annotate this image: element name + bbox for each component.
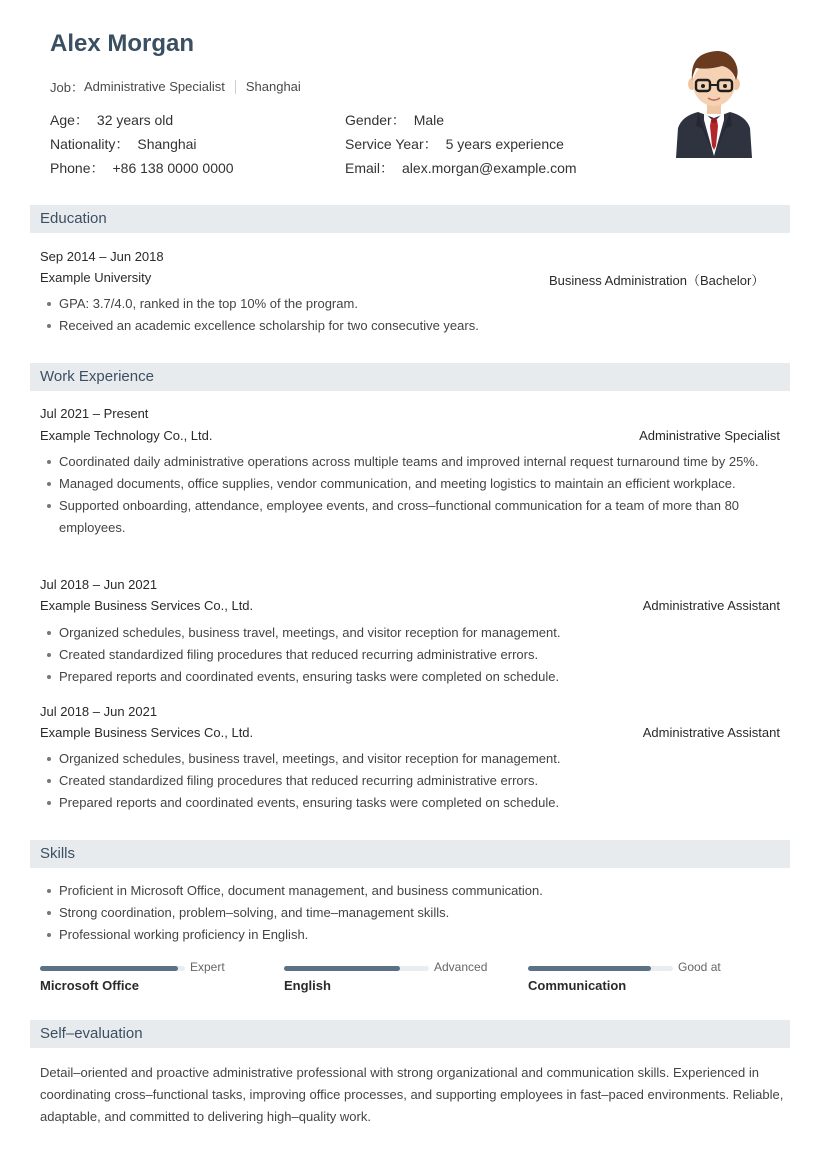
education-major: Business Administration（Bachelor）	[549, 273, 765, 288]
self-evaluation-title: Self–evaluation	[40, 1025, 143, 1042]
list-item: Prepared reports and coordinated events, ensuring tasks were completed on schedule.	[40, 792, 785, 814]
job-period: Jul 2021 – Present	[40, 406, 149, 421]
job-bullets	[40, 622, 785, 688]
service-label: Service Year：	[345, 136, 438, 152]
skill-name: Communication	[528, 978, 627, 993]
job-company: Example Business Services Co., Ltd.	[40, 598, 254, 613]
job-location: Shanghai	[245, 79, 301, 94]
nationality-label: Nationality：	[50, 136, 130, 152]
email-value[interactable]: alex.morgan@example.com	[402, 160, 577, 176]
job-bullets	[40, 451, 785, 539]
education-period: Sep 2014 – Jun 2018	[40, 249, 164, 264]
list-item: Prepared reports and coordinated events, ensuring tasks were completed on schedule.	[40, 666, 785, 688]
list-item: Supported onboarding, attendance, employee events, and cross–functional communication for a team of more than 80 employees.	[40, 495, 785, 539]
skill-fill	[528, 966, 651, 971]
phone-label: Phone：	[50, 160, 105, 176]
nationality-value: Shanghai	[137, 136, 197, 152]
skills-title: Skills	[40, 845, 76, 862]
self-evaluation-section-header	[30, 1020, 790, 1048]
skill-level: Good at	[678, 960, 721, 974]
job-role: Administrative Specialist	[639, 428, 780, 443]
businessman-avatar-icon	[672, 46, 756, 158]
skill-name: English	[284, 978, 331, 993]
skill-track	[528, 966, 673, 971]
job-divider	[235, 80, 236, 94]
job-company: Example Business Services Co., Ltd.	[40, 725, 254, 740]
skill-level: Expert	[190, 960, 225, 974]
work-title: Work Experience	[40, 368, 154, 385]
list-item: Organized schedules, business travel, meetings, and visitor reception for management.	[40, 748, 785, 770]
email-label: Email：	[345, 160, 395, 176]
education-school: Example University	[40, 270, 152, 285]
self-evaluation-text: Detail–oriented and proactive administrative professional with strong organizational and communication skills. Experienced in coordinating cross–functional tasks, improving office processes, and supporting employees in fast–paced environments. Reliable, adaptable, and committed to delivering high–quality work.	[40, 1065, 784, 1124]
skills-bullets	[40, 880, 785, 946]
list-item: Received an academic excellence scholarship for two consecutive years.	[40, 315, 785, 337]
list-item: Coordinated daily administrative operations across multiple teams and improved internal request turnaround time by 25%.	[40, 451, 785, 473]
gender-row	[345, 110, 444, 130]
list-item: Professional working proficiency in English.	[40, 924, 785, 946]
job-title: Administrative Specialist	[83, 79, 225, 94]
phone-row	[50, 158, 234, 178]
age-row	[50, 110, 173, 130]
service-value: 5 years experience	[445, 136, 564, 152]
age-value: 32 years old	[96, 112, 174, 128]
email-row	[345, 158, 577, 178]
job-role: Administrative Assistant	[642, 598, 780, 613]
education-bullets	[40, 293, 785, 337]
skill-fill	[284, 966, 400, 971]
nationality-row	[50, 134, 197, 154]
list-item: GPA: 3.7/4.0, ranked in the top 10% of the program.	[40, 293, 785, 315]
list-item: Managed documents, office supplies, vendor communication, and meeting logistics to maintain an efficient workplace.	[40, 473, 785, 495]
job-bullets	[40, 748, 785, 814]
service-row	[345, 134, 564, 154]
education-title: Education	[40, 210, 107, 227]
work-section-header	[30, 363, 790, 391]
list-item: Created standardized filing procedures that reduced recurring administrative errors.	[40, 770, 785, 792]
skill-name: Microsoft Office	[40, 978, 139, 993]
job-role: Administrative Assistant	[642, 725, 780, 740]
candidate-name: Alex Morgan	[50, 30, 195, 57]
education-section-header	[30, 205, 790, 233]
gender-label: Gender：	[345, 112, 406, 128]
job-company: Example Technology Co., Ltd.	[40, 428, 213, 443]
gender-value: Male	[413, 112, 445, 128]
skill-level: Advanced	[434, 960, 488, 974]
job-period: Jul 2018 – Jun 2021	[40, 704, 158, 719]
job-label: Job：	[50, 80, 84, 95]
list-item: Strong coordination, problem–solving, and time–management skills.	[40, 902, 785, 924]
skills-section-header	[30, 840, 790, 868]
phone-value: +86 138 0000 0000	[112, 160, 234, 176]
job-line	[50, 77, 301, 96]
age-label: Age：	[50, 112, 89, 128]
list-item: Created standardized filing procedures that reduced recurring administrative errors.	[40, 644, 785, 666]
skill-track	[284, 966, 429, 971]
list-item: Proficient in Microsoft Office, document management, and business communication.	[40, 880, 785, 902]
list-item: Organized schedules, business travel, meetings, and visitor reception for management.	[40, 622, 785, 644]
skill-track	[40, 966, 185, 971]
skill-fill	[40, 966, 178, 971]
job-period: Jul 2018 – Jun 2021	[40, 577, 158, 592]
